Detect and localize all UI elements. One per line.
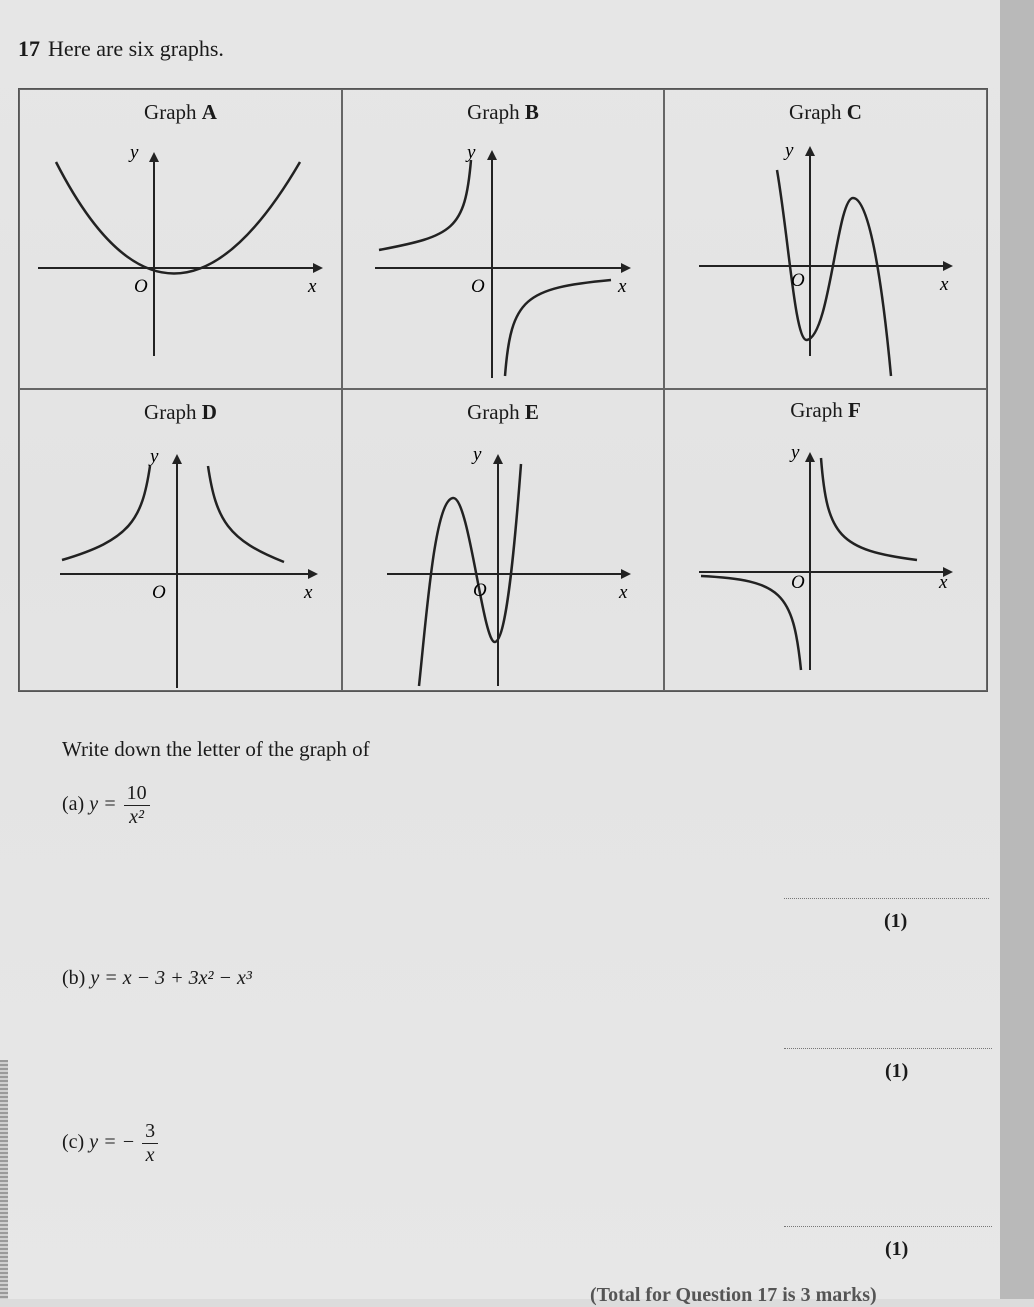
part-c: [62, 1120, 160, 1167]
graph-c-title: Graph C: [789, 100, 862, 124]
graph-b-title: Graph B: [467, 100, 539, 124]
graph-c-origin: O: [791, 270, 805, 291]
graph-d-x-label: x: [304, 582, 313, 603]
graph-d-plot: [20, 390, 343, 692]
graph-c-y-label: y: [785, 140, 794, 161]
graph-f-cell: [664, 389, 987, 691]
graph-d-y-label: y: [150, 446, 159, 467]
part-c-answer-line[interactable]: [784, 1226, 992, 1227]
part-a-denominator: x²: [129, 806, 145, 828]
graph-a-origin: O: [134, 276, 148, 297]
part-c-denominator: x: [145, 1144, 155, 1166]
graph-a-cell: [19, 89, 342, 389]
graph-c-cell: [664, 89, 987, 389]
graph-b-x-label: x: [618, 276, 627, 297]
part-b-equation: y = x − 3 + 3x² − x³: [90, 967, 252, 989]
graph-a-y-label: y: [130, 142, 139, 163]
graph-f-y-label: y: [791, 442, 800, 463]
graph-b-y-label: y: [467, 142, 476, 163]
graph-d-title: Graph D: [144, 400, 217, 424]
graph-b-plot: [343, 90, 665, 390]
graphs-grid: [18, 88, 988, 692]
graph-e-plot: [343, 390, 665, 692]
part-b-answer-line[interactable]: [784, 1048, 992, 1049]
part-c-label: (c): [62, 1131, 85, 1154]
graph-e-x-label: x: [619, 582, 628, 603]
graph-e-y-label: y: [473, 444, 482, 465]
graph-f-title: Graph F: [790, 398, 861, 422]
page-binding-edge: [0, 1060, 8, 1299]
part-a-numerator: 10: [124, 782, 150, 806]
graph-a-plot: [20, 90, 343, 390]
part-c-marks: (1): [885, 1238, 909, 1260]
graph-e-cell: [342, 389, 664, 691]
graph-a-title: Graph A: [144, 100, 217, 124]
part-a: [62, 782, 152, 829]
graph-b-cell: [342, 89, 664, 389]
graph-f-origin: O: [791, 572, 805, 593]
graph-c-plot: [665, 90, 988, 390]
part-a-lhs: y =: [89, 793, 117, 816]
graph-a-x-label: x: [308, 276, 317, 297]
part-a-fraction: [124, 782, 150, 829]
part-c-fraction: [142, 1120, 158, 1167]
graph-f-x-label: x: [939, 572, 948, 593]
graph-f-plot: [665, 390, 988, 692]
question-number: 17: [18, 36, 40, 61]
part-c-numerator: 3: [142, 1120, 158, 1144]
graph-e-origin: O: [473, 580, 487, 601]
part-a-label: (a): [62, 793, 85, 816]
part-b-marks: (1): [885, 1060, 909, 1082]
graph-e-title: Graph E: [467, 400, 539, 424]
part-a-answer-line[interactable]: [784, 898, 989, 899]
question-intro: Here are six graphs.: [48, 36, 224, 61]
graph-b-origin: O: [471, 276, 485, 297]
part-b: [62, 967, 252, 990]
question-total-footer: (Total for Question 17 is 3 marks): [590, 1284, 877, 1306]
page-right-edge: [1000, 0, 1034, 1299]
graph-c-x-label: x: [940, 274, 949, 295]
instruction-text: Write down the letter of the graph of: [62, 737, 370, 761]
part-b-label: (b): [62, 967, 86, 989]
part-c-lhs: y = −: [89, 1131, 136, 1154]
graph-d-cell: [19, 389, 342, 691]
graph-d-origin: O: [152, 582, 166, 603]
part-a-marks: (1): [884, 910, 908, 932]
